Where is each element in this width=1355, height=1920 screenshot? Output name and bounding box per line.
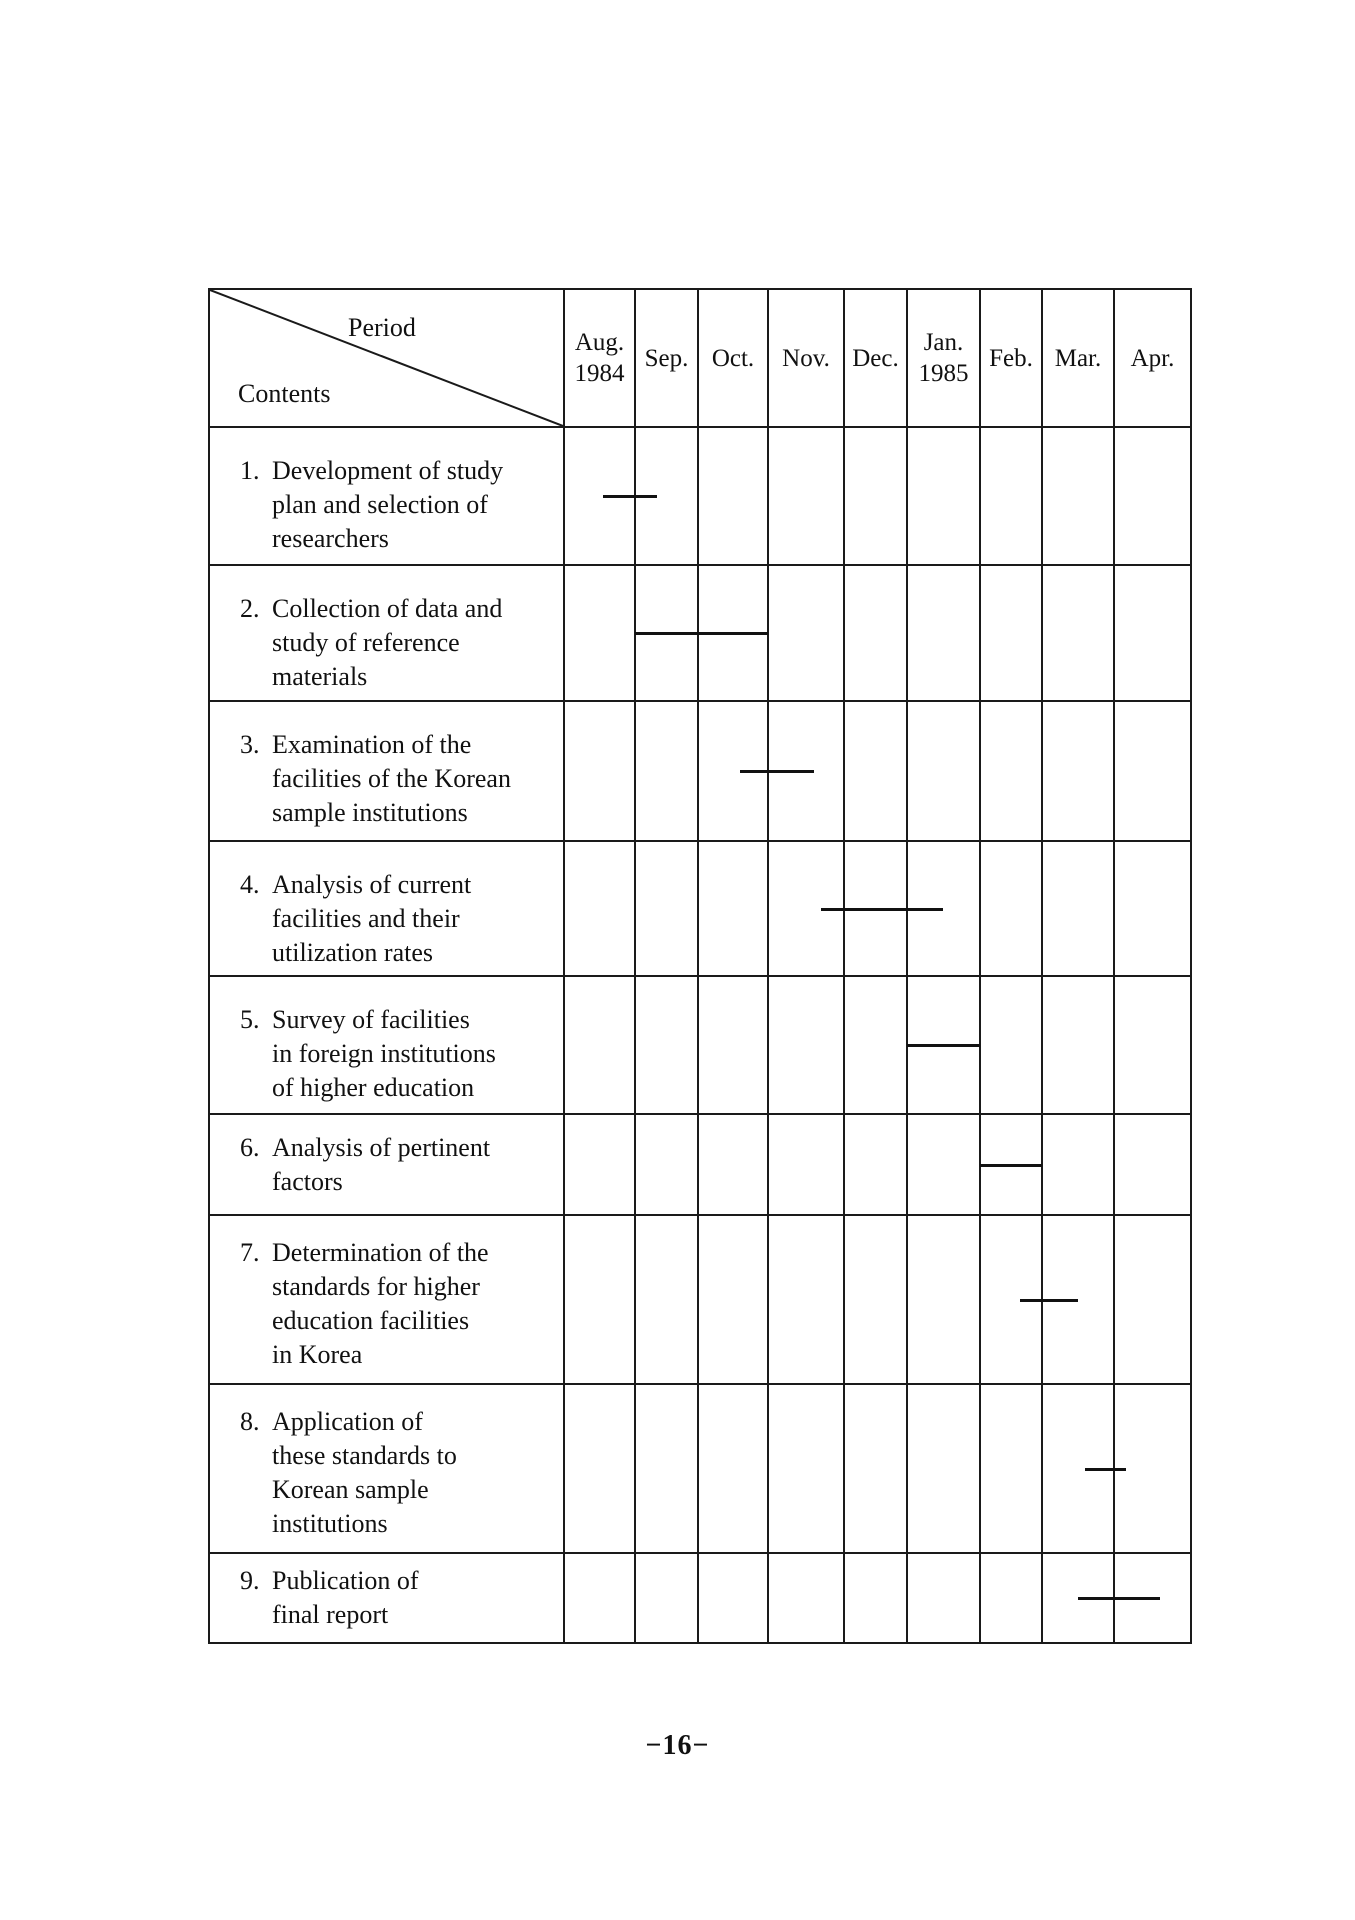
task-description-cell <box>209 841 564 976</box>
month-cell <box>1042 565 1114 701</box>
month-cell <box>564 976 635 1114</box>
month-cell <box>635 1114 698 1215</box>
month-cell <box>980 427 1042 565</box>
task-number: 8. <box>240 1407 260 1436</box>
task-description-cell <box>209 1114 564 1215</box>
month-cell <box>768 976 844 1114</box>
month-cell <box>980 976 1042 1114</box>
task-description-cell <box>209 1384 564 1553</box>
month-cell <box>1042 701 1114 841</box>
task-row <box>209 841 1191 976</box>
month-cell <box>1042 841 1114 976</box>
month-cell <box>698 841 768 976</box>
month-header-jan-1985: Jan. 1985 <box>907 289 980 427</box>
month-cell <box>1114 976 1191 1114</box>
task-row <box>209 1114 1191 1215</box>
month-cell <box>564 1114 635 1215</box>
task-text: Collection of data and study of reference materials <box>272 594 503 691</box>
month-header-feb: Feb. <box>980 289 1042 427</box>
month-cell <box>564 701 635 841</box>
month-cell <box>564 1215 635 1384</box>
month-cell <box>698 427 768 565</box>
month-cell <box>698 1114 768 1215</box>
month-cell <box>635 1553 698 1643</box>
task-text: Determination of the standards for higher education facilities in Korea <box>272 1238 489 1369</box>
month-cell <box>1114 1384 1191 1553</box>
task-row <box>209 427 1191 565</box>
month-cell <box>1114 565 1191 701</box>
month-header-sep: Sep. <box>635 289 698 427</box>
month-cell <box>980 1553 1042 1643</box>
month-header-mar: Mar. <box>1042 289 1114 427</box>
task-number: 6. <box>240 1133 260 1162</box>
month-cell <box>980 701 1042 841</box>
month-cell <box>907 1553 980 1643</box>
month-cell <box>768 1215 844 1384</box>
month-header-aug-1984: Aug. 1984 <box>564 289 635 427</box>
schedule-bar <box>980 1164 1042 1167</box>
task-number: 7. <box>240 1238 260 1267</box>
month-cell <box>698 1553 768 1643</box>
task-text: Publication of final report <box>272 1566 419 1629</box>
schedule-bar <box>635 632 768 635</box>
month-cell <box>844 1384 907 1553</box>
month-cell <box>1042 1114 1114 1215</box>
month-cell <box>564 565 635 701</box>
month-cell <box>907 565 980 701</box>
month-cell <box>564 1384 635 1553</box>
month-cell <box>698 1215 768 1384</box>
month-cell <box>564 841 635 976</box>
task-number: 5. <box>240 1005 260 1034</box>
task-text: Survey of facilities in foreign institutions of higher education <box>272 1005 496 1102</box>
task-row <box>209 976 1191 1114</box>
month-cell <box>564 1553 635 1643</box>
month-cell <box>768 1114 844 1215</box>
task-description-cell <box>209 1553 564 1643</box>
month-cell <box>1114 701 1191 841</box>
month-cell <box>844 565 907 701</box>
task-text: Analysis of pertinent factors <box>272 1133 491 1196</box>
task-number: 3. <box>240 730 260 759</box>
schedule-bar <box>1085 1468 1125 1471</box>
task-number: 4. <box>240 870 260 899</box>
month-cell <box>844 1215 907 1384</box>
month-cell <box>1042 427 1114 565</box>
schedule-bar <box>907 1044 980 1047</box>
month-cell <box>768 1384 844 1553</box>
month-header-apr: Apr. <box>1114 289 1191 427</box>
task-number: 2. <box>240 594 260 623</box>
month-header-oct: Oct. <box>698 289 768 427</box>
task-description-cell <box>209 427 564 565</box>
task-description-cell <box>209 565 564 701</box>
schedule-bar <box>740 770 814 773</box>
task-number: 9. <box>240 1566 260 1595</box>
month-cell <box>844 427 907 565</box>
month-cell <box>635 1215 698 1384</box>
month-cell <box>980 841 1042 976</box>
month-cell <box>907 1384 980 1553</box>
month-cell <box>1114 1114 1191 1215</box>
task-description-cell <box>209 701 564 841</box>
task-description-cell <box>209 976 564 1114</box>
month-cell <box>768 1553 844 1643</box>
month-cell <box>1114 841 1191 976</box>
month-cell <box>698 1384 768 1553</box>
research-schedule-table <box>208 288 1192 1644</box>
month-cell <box>1114 427 1191 565</box>
month-cell <box>635 976 698 1114</box>
month-header-nov: Nov. <box>768 289 844 427</box>
task-row <box>209 701 1191 841</box>
month-cell <box>635 1384 698 1553</box>
task-row <box>209 1384 1191 1553</box>
page-number: −16− <box>645 1730 710 1761</box>
month-cell <box>907 1215 980 1384</box>
task-text: Application of these standards to Korean sample institutions <box>272 1407 457 1538</box>
month-cell <box>980 565 1042 701</box>
month-cell <box>844 1553 907 1643</box>
month-cell <box>844 701 907 841</box>
task-row <box>209 1553 1191 1643</box>
task-description-cell <box>209 1215 564 1384</box>
month-cell <box>844 976 907 1114</box>
month-cell <box>980 1384 1042 1553</box>
month-cell <box>907 1114 980 1215</box>
task-text: Analysis of current facilities and their utilization rates <box>272 870 472 967</box>
month-cell <box>698 976 768 1114</box>
schedule-bar <box>603 495 657 498</box>
month-cell <box>1042 976 1114 1114</box>
month-cell <box>907 701 980 841</box>
task-text: Examination of the facilities of the Korean sample institutions <box>272 730 511 827</box>
month-cell <box>844 1114 907 1215</box>
month-cell <box>768 427 844 565</box>
corner-header-cell <box>209 289 564 427</box>
period-label: Period <box>348 313 416 342</box>
month-header-dec: Dec. <box>844 289 907 427</box>
task-number: 1. <box>240 456 260 485</box>
month-cell <box>635 701 698 841</box>
month-cell <box>1114 1215 1191 1384</box>
month-cell <box>907 427 980 565</box>
header-row <box>209 289 1191 427</box>
schedule-bar <box>821 908 943 911</box>
month-cell <box>768 565 844 701</box>
contents-label: Contents <box>238 379 331 408</box>
schedule-bar <box>1078 1597 1160 1600</box>
month-cell <box>635 841 698 976</box>
schedule-bar <box>1020 1299 1078 1302</box>
task-text: Development of study plan and selection of researchers <box>272 456 504 553</box>
